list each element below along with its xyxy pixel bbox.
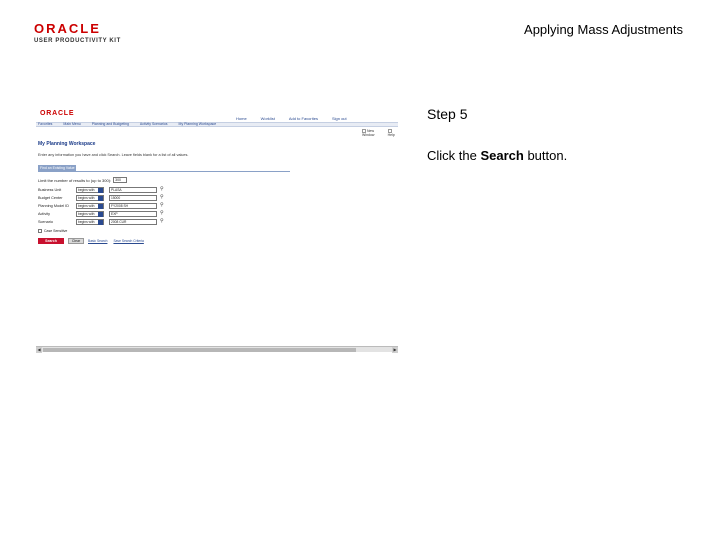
search-instructions: Enter any information you have and click Search. Leave fields blank for a list of all values. bbox=[38, 153, 189, 157]
home-link[interactable]: Home bbox=[236, 116, 247, 121]
step-instruction bbox=[427, 148, 567, 163]
new-window-label: New Window bbox=[362, 129, 375, 138]
sign-out-link[interactable]: Sign out bbox=[331, 116, 347, 121]
field-value-input[interactable]: 2008 CUR bbox=[109, 219, 157, 225]
logo-subtitle: USER PRODUCTIVITY KIT bbox=[34, 38, 121, 44]
result-limit-label: Limit the number of results to (up to 300): bbox=[38, 177, 112, 183]
operator-select[interactable]: begins with bbox=[76, 195, 104, 201]
breadcrumb-planning-budgeting[interactable]: Planning and Budgeting bbox=[91, 122, 129, 126]
search-field-row bbox=[38, 202, 164, 209]
instruction-target: Search bbox=[480, 148, 524, 163]
search-field-row bbox=[38, 194, 164, 201]
new-window-link[interactable] bbox=[362, 129, 384, 137]
clear-button[interactable]: Clear bbox=[68, 238, 84, 244]
step-number: Step 5 bbox=[427, 106, 468, 122]
scrollbar-thumb[interactable] bbox=[43, 348, 356, 352]
page-title: My Planning Workspace bbox=[38, 141, 96, 147]
breadcrumb-activity-scenarios[interactable]: Activity Scenarios bbox=[139, 122, 168, 126]
operator-select[interactable]: begins with bbox=[76, 211, 104, 217]
lookup-icon[interactable]: ⚲ bbox=[160, 210, 164, 216]
document-title: Applying Mass Adjustments bbox=[524, 22, 683, 37]
result-limit-input[interactable]: 300 bbox=[113, 177, 127, 183]
operator-select[interactable]: begins with bbox=[76, 219, 104, 225]
field-label: Business Unit bbox=[38, 187, 62, 192]
case-sensitive-option bbox=[38, 229, 67, 233]
field-value-input[interactable]: 15000 bbox=[109, 195, 157, 201]
top-links bbox=[236, 116, 347, 121]
lookup-icon[interactable]: ⚲ bbox=[160, 194, 164, 200]
scroll-right-icon[interactable]: ▶ bbox=[393, 347, 397, 352]
field-label: Scenario bbox=[38, 219, 53, 224]
breadcrumb bbox=[36, 122, 398, 127]
horizontal-scrollbar[interactable] bbox=[36, 346, 398, 352]
operator-select[interactable]: begins with bbox=[76, 203, 104, 209]
logo-wordmark: ORACLE bbox=[34, 21, 101, 36]
instruction-lead: Click the bbox=[427, 148, 481, 163]
lookup-icon[interactable]: ⚲ bbox=[160, 202, 164, 208]
oracle-upk-logo bbox=[34, 22, 134, 45]
field-value-input[interactable]: FY2008 SH bbox=[109, 203, 157, 209]
breadcrumb-main-menu[interactable]: Main Menu bbox=[63, 122, 81, 126]
add-to-favorites-link[interactable]: Add to Favorites bbox=[288, 116, 318, 121]
lookup-icon[interactable]: ⚲ bbox=[160, 218, 164, 224]
field-label: Activity bbox=[38, 211, 51, 216]
save-search-criteria-link[interactable]: Save Search Criteria bbox=[113, 239, 144, 243]
page-tools bbox=[362, 129, 398, 137]
breadcrumb-my-planning-workspace[interactable]: My Planning Workspace bbox=[178, 122, 217, 126]
search-field-row bbox=[38, 186, 164, 193]
case-sensitive-checkbox[interactable] bbox=[38, 229, 42, 233]
screenshot-brand-logo: ORACLE bbox=[40, 110, 75, 117]
field-label: Budget Center bbox=[38, 195, 63, 200]
field-label: Planning Model ID bbox=[38, 203, 70, 208]
lookup-icon[interactable]: ⚲ bbox=[160, 186, 164, 192]
help-link[interactable] bbox=[388, 129, 398, 137]
operator-select[interactable]: begins with bbox=[76, 187, 104, 193]
scroll-left-icon[interactable]: ◀ bbox=[37, 347, 41, 352]
help-label: Help bbox=[387, 133, 395, 138]
result-limit bbox=[38, 177, 127, 183]
case-sensitive-label: Case Sensitive bbox=[44, 229, 68, 233]
search-links bbox=[88, 239, 144, 243]
worklist-link[interactable]: Worklist bbox=[260, 116, 275, 121]
application-screenshot bbox=[36, 107, 398, 353]
search-button[interactable]: Search bbox=[38, 238, 64, 244]
basic-search-link[interactable]: Basic Search bbox=[88, 239, 108, 243]
breadcrumb-favorites[interactable]: Favorites bbox=[38, 122, 53, 126]
tab-divider bbox=[38, 171, 290, 172]
instruction-tail: button. bbox=[523, 148, 568, 163]
tab-find-existing-value[interactable]: Find an Existing Value bbox=[40, 166, 75, 170]
field-value-input[interactable]: PLASA bbox=[109, 187, 157, 193]
field-value-input[interactable]: EXP bbox=[109, 211, 157, 217]
search-field-row bbox=[38, 210, 164, 217]
search-field-row bbox=[38, 218, 164, 225]
